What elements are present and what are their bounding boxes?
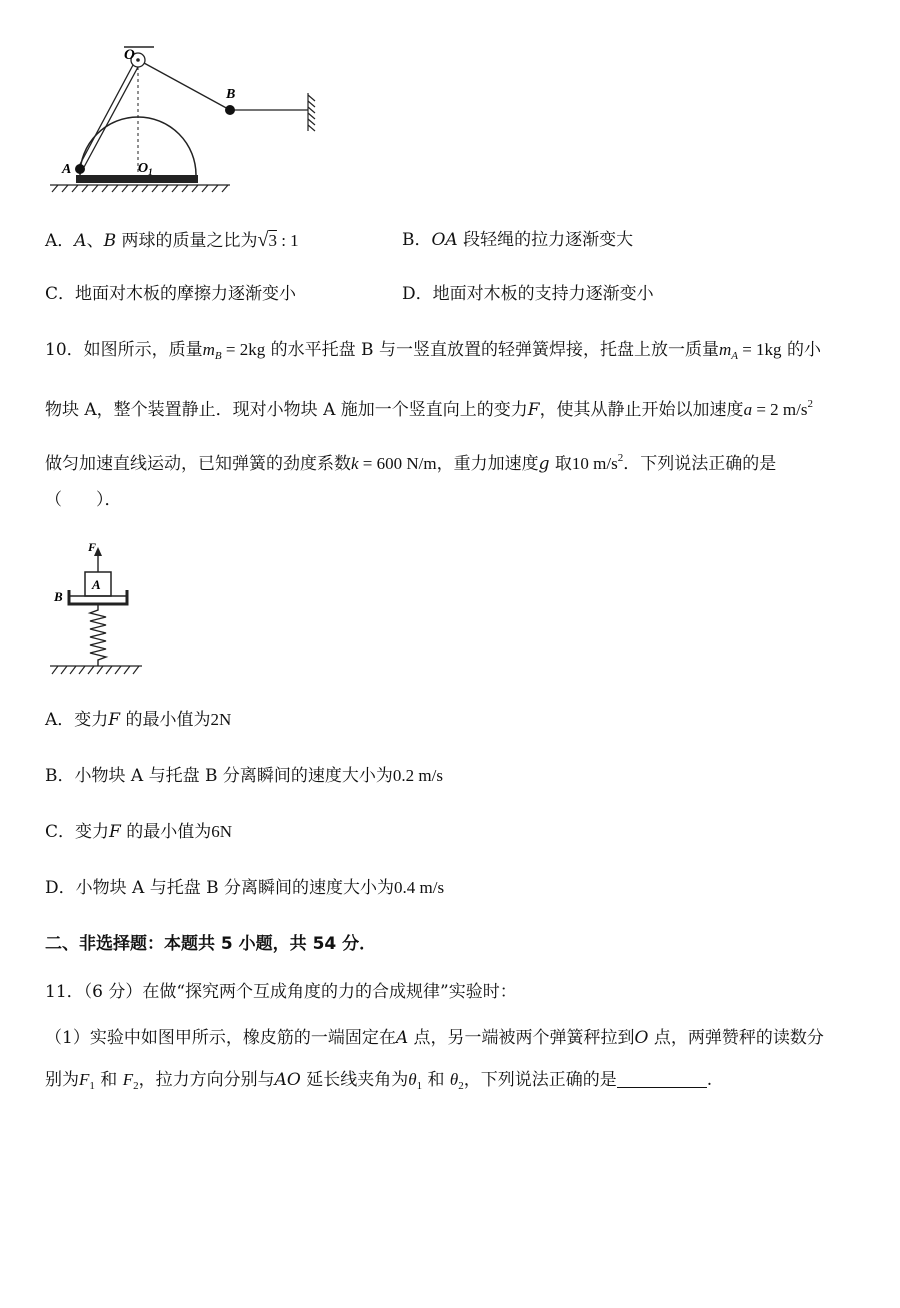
label-o1: $O_1$ (138, 161, 153, 177)
q9-option-d: D．地面对木板的支持力逐渐变小 (402, 284, 654, 304)
q10-stem-line-4: （ ）． (45, 490, 122, 510)
q10-option-c: C．变力F 的最小值为6N (45, 822, 232, 842)
q10-stem-line-1: 10．如图所示，质量$m_B = 2kg$ 的水平托盘 B 与一竖直放置的轻弹簧焊接，托盘上放一质量$m_A = 1kg$ 的小 (45, 340, 821, 362)
q10-option-a: A．变力F 的最小值为2N (45, 710, 232, 730)
figure-spring-tray (42, 538, 152, 683)
label-b: B (226, 87, 236, 102)
q10-option-d: D．小物块 A 与托盘 B 分离瞬间的速度大小为0.4 m/s (45, 878, 445, 898)
q9-option-a: A．A、B 两球的质量之比为√3 : 1 (45, 229, 299, 251)
spring (90, 604, 106, 666)
q11-stem-line-2: （1）实验中如图甲所示，橡皮筋的一端固定在A 点，另一端被两个弹簧秤拉到O 点，两弹赞秤的读数分 (45, 1028, 824, 1048)
q10-stem-line-3: 做匀加速直线运动，已知弹簧的劲度系数k = 600 N/m，重力加速度g 取10 $m/s^2$．下列说法正确的是 (45, 452, 777, 474)
q11-stem-line-3: 别为$F_1$ 和 $F_2$，拉力方向分别与AO 延长线夹角为$\theta_1$ 和 $\theta_2$，下列说法正确的是 . (45, 1070, 713, 1092)
q10-option-b: B．小物块 A 与托盘 B 分离瞬间的速度大小为0.2 m/s (45, 766, 443, 786)
wood-board (76, 175, 198, 183)
label-b2: B (54, 589, 63, 604)
section-heading: 二、非选择题：本题共 5 小题，共 54 分． (45, 934, 377, 954)
ball-a (75, 164, 85, 174)
ball-b (225, 105, 235, 115)
label-o: O (124, 47, 135, 63)
q11-stem-line-1: 11．（6 分）在做“探究两个互成角度的力的合成规律”实验时： (45, 982, 517, 1002)
q10-stem-line-2: 物块 A，整个装置静止．现对小物块 A 施加一个竖直向上的变力F，使其从静止开始以加速度a = 2 $m/s^2$ (45, 398, 813, 420)
figure-hemisphere (40, 35, 340, 195)
string-oa (78, 65, 133, 168)
label-f: F (88, 540, 97, 554)
ground-hatch-1 (50, 185, 230, 192)
wall (308, 93, 315, 131)
string-ob (144, 63, 230, 110)
answer-blank[interactable] (617, 1069, 707, 1088)
q9-option-c: C．地面对木板的摩擦力逐渐变小 (45, 284, 297, 304)
label-a: A (62, 162, 72, 177)
q9-option-b: B．OA 段轻绳的拉力逐渐变大 (402, 230, 634, 250)
label-a2: A (92, 577, 101, 592)
